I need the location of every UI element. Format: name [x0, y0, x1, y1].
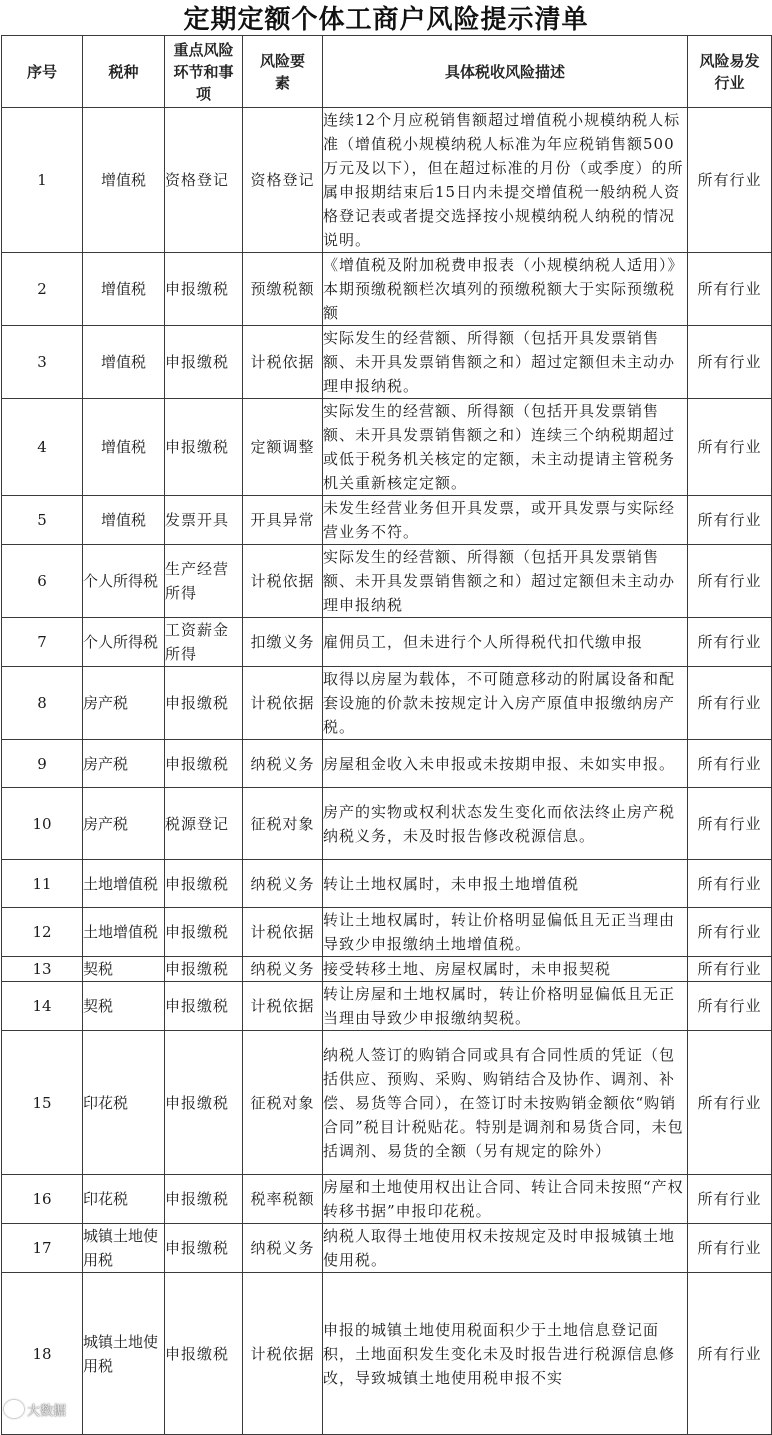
cell-point: 申报缴税 — [165, 740, 243, 788]
cell-tax: 个人所得税 — [83, 545, 165, 618]
table-row — [2, 860, 772, 908]
cell-no: 18 — [2, 1273, 83, 1435]
cell-element: 纳税义务 — [243, 860, 323, 908]
cell-desc: 纳税人取得土地使用权未按规定及时申报城镇土地使用税。 — [323, 1224, 688, 1273]
cell-desc: 纳税人签订的购销合同或具有合同性质的凭证（包括供应、预购、采购、购销结合及协作、调剂、补偿、易货等合同），在签订时未按购销金额依“购销合同”税目计税贴花。特别是调剂和易货合同，未包括调剂、易货的全额（另有规定的除外） — [323, 1031, 688, 1175]
cell-point: 申报缴税 — [165, 667, 243, 740]
cell-tax: 城镇土地使用税 — [83, 1224, 165, 1273]
cell-no: 10 — [2, 788, 83, 860]
cell-no: 9 — [2, 740, 83, 788]
cell-tax: 增值税 — [83, 496, 165, 545]
table-row — [2, 326, 772, 399]
cell-point: 申报缴税 — [165, 1031, 243, 1175]
cell-element: 计税依据 — [243, 326, 323, 399]
cell-industry: 所有行业 — [688, 908, 772, 957]
cell-element: 纳税义务 — [243, 740, 323, 788]
cell-point: 申报缴税 — [165, 1175, 243, 1224]
cell-element: 税率税额 — [243, 1175, 323, 1224]
page-title: 定期定额个体工商户风险提示清单 — [183, 5, 589, 35]
cell-element: 计税依据 — [243, 667, 323, 740]
cell-desc: 房屋和土地使用权出让合同、转让合同未按照“产权转移书据”申报印花税。 — [323, 1175, 688, 1224]
cell-element: 征税对象 — [243, 788, 323, 860]
cell-point: 申报缴税 — [165, 326, 243, 399]
header-industry: 风险易发行业 — [688, 36, 772, 108]
cell-point: 申报缴税 — [165, 957, 243, 982]
cell-point: 申报缴税 — [165, 860, 243, 908]
cell-tax: 城镇土地使用税 — [83, 1273, 165, 1435]
table-row — [2, 740, 772, 788]
cell-no: 12 — [2, 908, 83, 957]
cell-desc: 连续12个月应税销售额超过增值税小规模纳税人标准（增值税小规模纳税人标准为年应税销售额500万元及以下），但在超过标准的月份（或季度）的所属申报期结束后15日内未提交增值税一般纳税人资格登记表或者提交选择按小规模纳税人纳税的情况说明。 — [323, 108, 688, 253]
cell-element: 计税依据 — [243, 545, 323, 618]
cell-desc: 取得以房屋为载体，不可随意移动的附属设备和配套设施的价款未按规定计入房产原值申报缴纳房产税。 — [323, 667, 688, 740]
cell-desc: 申报的城镇土地使用税面积少于土地信息登记面积，土地面积发生变化未及时报告进行税源信息修改，导致城镇土地使用税申报不实 — [323, 1273, 688, 1435]
cell-desc: 房屋租金收入未申报或未按期申报、未如实申报。 — [323, 740, 688, 788]
cell-industry: 所有行业 — [688, 545, 772, 618]
cell-element: 开具异常 — [243, 496, 323, 545]
cell-point: 税源登记 — [165, 788, 243, 860]
cell-no: 15 — [2, 1031, 83, 1175]
table-row — [2, 399, 772, 496]
cell-tax: 房产税 — [83, 788, 165, 860]
cell-desc: 房产的实物或权利状态发生变化而依法终止房产税纳税义务，未及时报告修改税源信息。 — [323, 788, 688, 860]
cell-point: 申报缴税 — [165, 1273, 243, 1435]
cell-no: 17 — [2, 1224, 83, 1273]
cell-element: 资格登记 — [243, 108, 323, 253]
cell-point: 申报缴税 — [165, 399, 243, 496]
cell-desc: 实际发生的经营额、所得额（包括开具发票销售额、未开具发票销售额之和）超过定额但未主动办理申报纳税 — [323, 545, 688, 618]
cell-element: 纳税义务 — [243, 1224, 323, 1273]
cell-tax: 印花税 — [83, 1175, 165, 1224]
table-row — [2, 496, 772, 545]
cell-industry: 所有行业 — [688, 1175, 772, 1224]
cell-tax: 房产税 — [83, 667, 165, 740]
cell-desc: 转让土地权属时，转让价格明显偏低且无正当理由导致少申报缴纳土地增值税。 — [323, 908, 688, 957]
watermark-text: 大数据 — [27, 1403, 67, 1419]
cell-no: 14 — [2, 982, 83, 1031]
cell-desc: 实际发生的经营额、所得额（包括开具发票销售额、未开具发票销售额之和）连续三个纳税期超过或低于税务机关核定的定额，未主动提请主管税务机关重新核定定额。 — [323, 399, 688, 496]
table-row — [2, 788, 772, 860]
cell-tax: 增值税 — [83, 108, 165, 253]
cell-tax: 增值税 — [83, 253, 165, 326]
cell-element: 定额调整 — [243, 399, 323, 496]
cell-point: 申报缴税 — [165, 1224, 243, 1273]
cell-tax: 印花税 — [83, 1031, 165, 1175]
table-row — [2, 545, 772, 618]
cell-industry: 所有行业 — [688, 1273, 772, 1435]
table-row — [2, 957, 772, 982]
cell-desc: 实际发生的经营额、所得额（包括开具发票销售额、未开具发票销售额之和）超过定额但未主动办理申报纳税。 — [323, 326, 688, 399]
header-no: 序号 — [2, 36, 83, 108]
cell-tax: 契税 — [83, 957, 165, 982]
cell-industry: 所有行业 — [688, 957, 772, 982]
cell-tax: 土地增值税 — [83, 860, 165, 908]
cell-point: 申报缴税 — [165, 908, 243, 957]
cell-industry: 所有行业 — [688, 108, 772, 253]
table-row — [2, 1224, 772, 1273]
cell-no: 1 — [2, 108, 83, 253]
cell-no: 11 — [2, 860, 83, 908]
cell-desc: 转让房屋和土地权属时，转让价格明显偏低且无正当理由导致少申报缴纳契税。 — [323, 982, 688, 1031]
header-tax: 税种 — [83, 36, 165, 108]
risk-table — [1, 35, 772, 1435]
header-desc: 具体税收风险描述 — [323, 36, 688, 108]
cell-industry: 所有行业 — [688, 740, 772, 788]
header-element: 风险要素 — [243, 36, 323, 108]
cell-industry: 所有行业 — [688, 253, 772, 326]
cell-no: 5 — [2, 496, 83, 545]
table-row — [2, 1273, 772, 1435]
cell-tax: 土地增值税 — [83, 908, 165, 957]
cell-industry: 所有行业 — [688, 1224, 772, 1273]
cell-desc: 转让土地权属时，未申报土地增值税 — [323, 860, 688, 908]
cell-tax: 契税 — [83, 982, 165, 1031]
cell-tax: 房产税 — [83, 740, 165, 788]
cell-desc: 未发生经营业务但开具发票，或开具发票与实际经营业务不符。 — [323, 496, 688, 545]
cell-point: 申报缴税 — [165, 982, 243, 1031]
cell-no: 8 — [2, 667, 83, 740]
cell-industry: 所有行业 — [688, 860, 772, 908]
cell-element: 征税对象 — [243, 1031, 323, 1175]
table-header-row — [2, 36, 772, 108]
table-row — [2, 908, 772, 957]
header-point: 重点风险环节和事项 — [165, 36, 243, 108]
cell-industry: 所有行业 — [688, 667, 772, 740]
table-row — [2, 253, 772, 326]
cell-no: 6 — [2, 545, 83, 618]
cell-point: 资格登记 — [165, 108, 243, 253]
cell-point: 生产经营所得 — [165, 545, 243, 618]
table-row — [2, 108, 772, 253]
cell-industry: 所有行业 — [688, 618, 772, 667]
cell-point: 发票开具 — [165, 496, 243, 545]
cell-no: 13 — [2, 957, 83, 982]
cell-industry: 所有行业 — [688, 496, 772, 545]
cell-no: 2 — [2, 253, 83, 326]
cell-no: 4 — [2, 399, 83, 496]
cell-desc: 雇佣员工，但未进行个人所得税代扣代缴申报 — [323, 618, 688, 667]
table-row — [2, 1031, 772, 1175]
cell-industry: 所有行业 — [688, 1031, 772, 1175]
cell-no: 7 — [2, 618, 83, 667]
table-row — [2, 982, 772, 1031]
cell-industry: 所有行业 — [688, 399, 772, 496]
cell-no: 3 — [2, 326, 83, 399]
cell-no: 16 — [2, 1175, 83, 1224]
cell-tax: 增值税 — [83, 326, 165, 399]
cell-industry: 所有行业 — [688, 326, 772, 399]
cell-point: 申报缴税 — [165, 253, 243, 326]
cell-element: 扣缴义务 — [243, 618, 323, 667]
cell-element: 计税依据 — [243, 908, 323, 957]
cell-industry: 所有行业 — [688, 982, 772, 1031]
watermark-logo-icon — [4, 1400, 24, 1418]
cell-element: 计税依据 — [243, 982, 323, 1031]
cell-tax: 增值税 — [83, 399, 165, 496]
cell-desc: 接受转移土地、房屋权属时，未申报契税 — [323, 957, 688, 982]
cell-point: 工资薪金所得 — [165, 618, 243, 667]
watermark — [4, 1398, 66, 1420]
cell-desc: 《增值税及附加税费申报表（小规模纳税人适用）》本期预缴税额栏次填列的预缴税额大于实际预缴税额 — [323, 253, 688, 326]
cell-industry: 所有行业 — [688, 788, 772, 860]
table-row — [2, 618, 772, 667]
cell-element: 计税依据 — [243, 1273, 323, 1435]
cell-element: 预缴税额 — [243, 253, 323, 326]
cell-tax: 个人所得税 — [83, 618, 165, 667]
cell-element: 纳税义务 — [243, 957, 323, 982]
table-row — [2, 667, 772, 740]
table-row — [2, 1175, 772, 1224]
